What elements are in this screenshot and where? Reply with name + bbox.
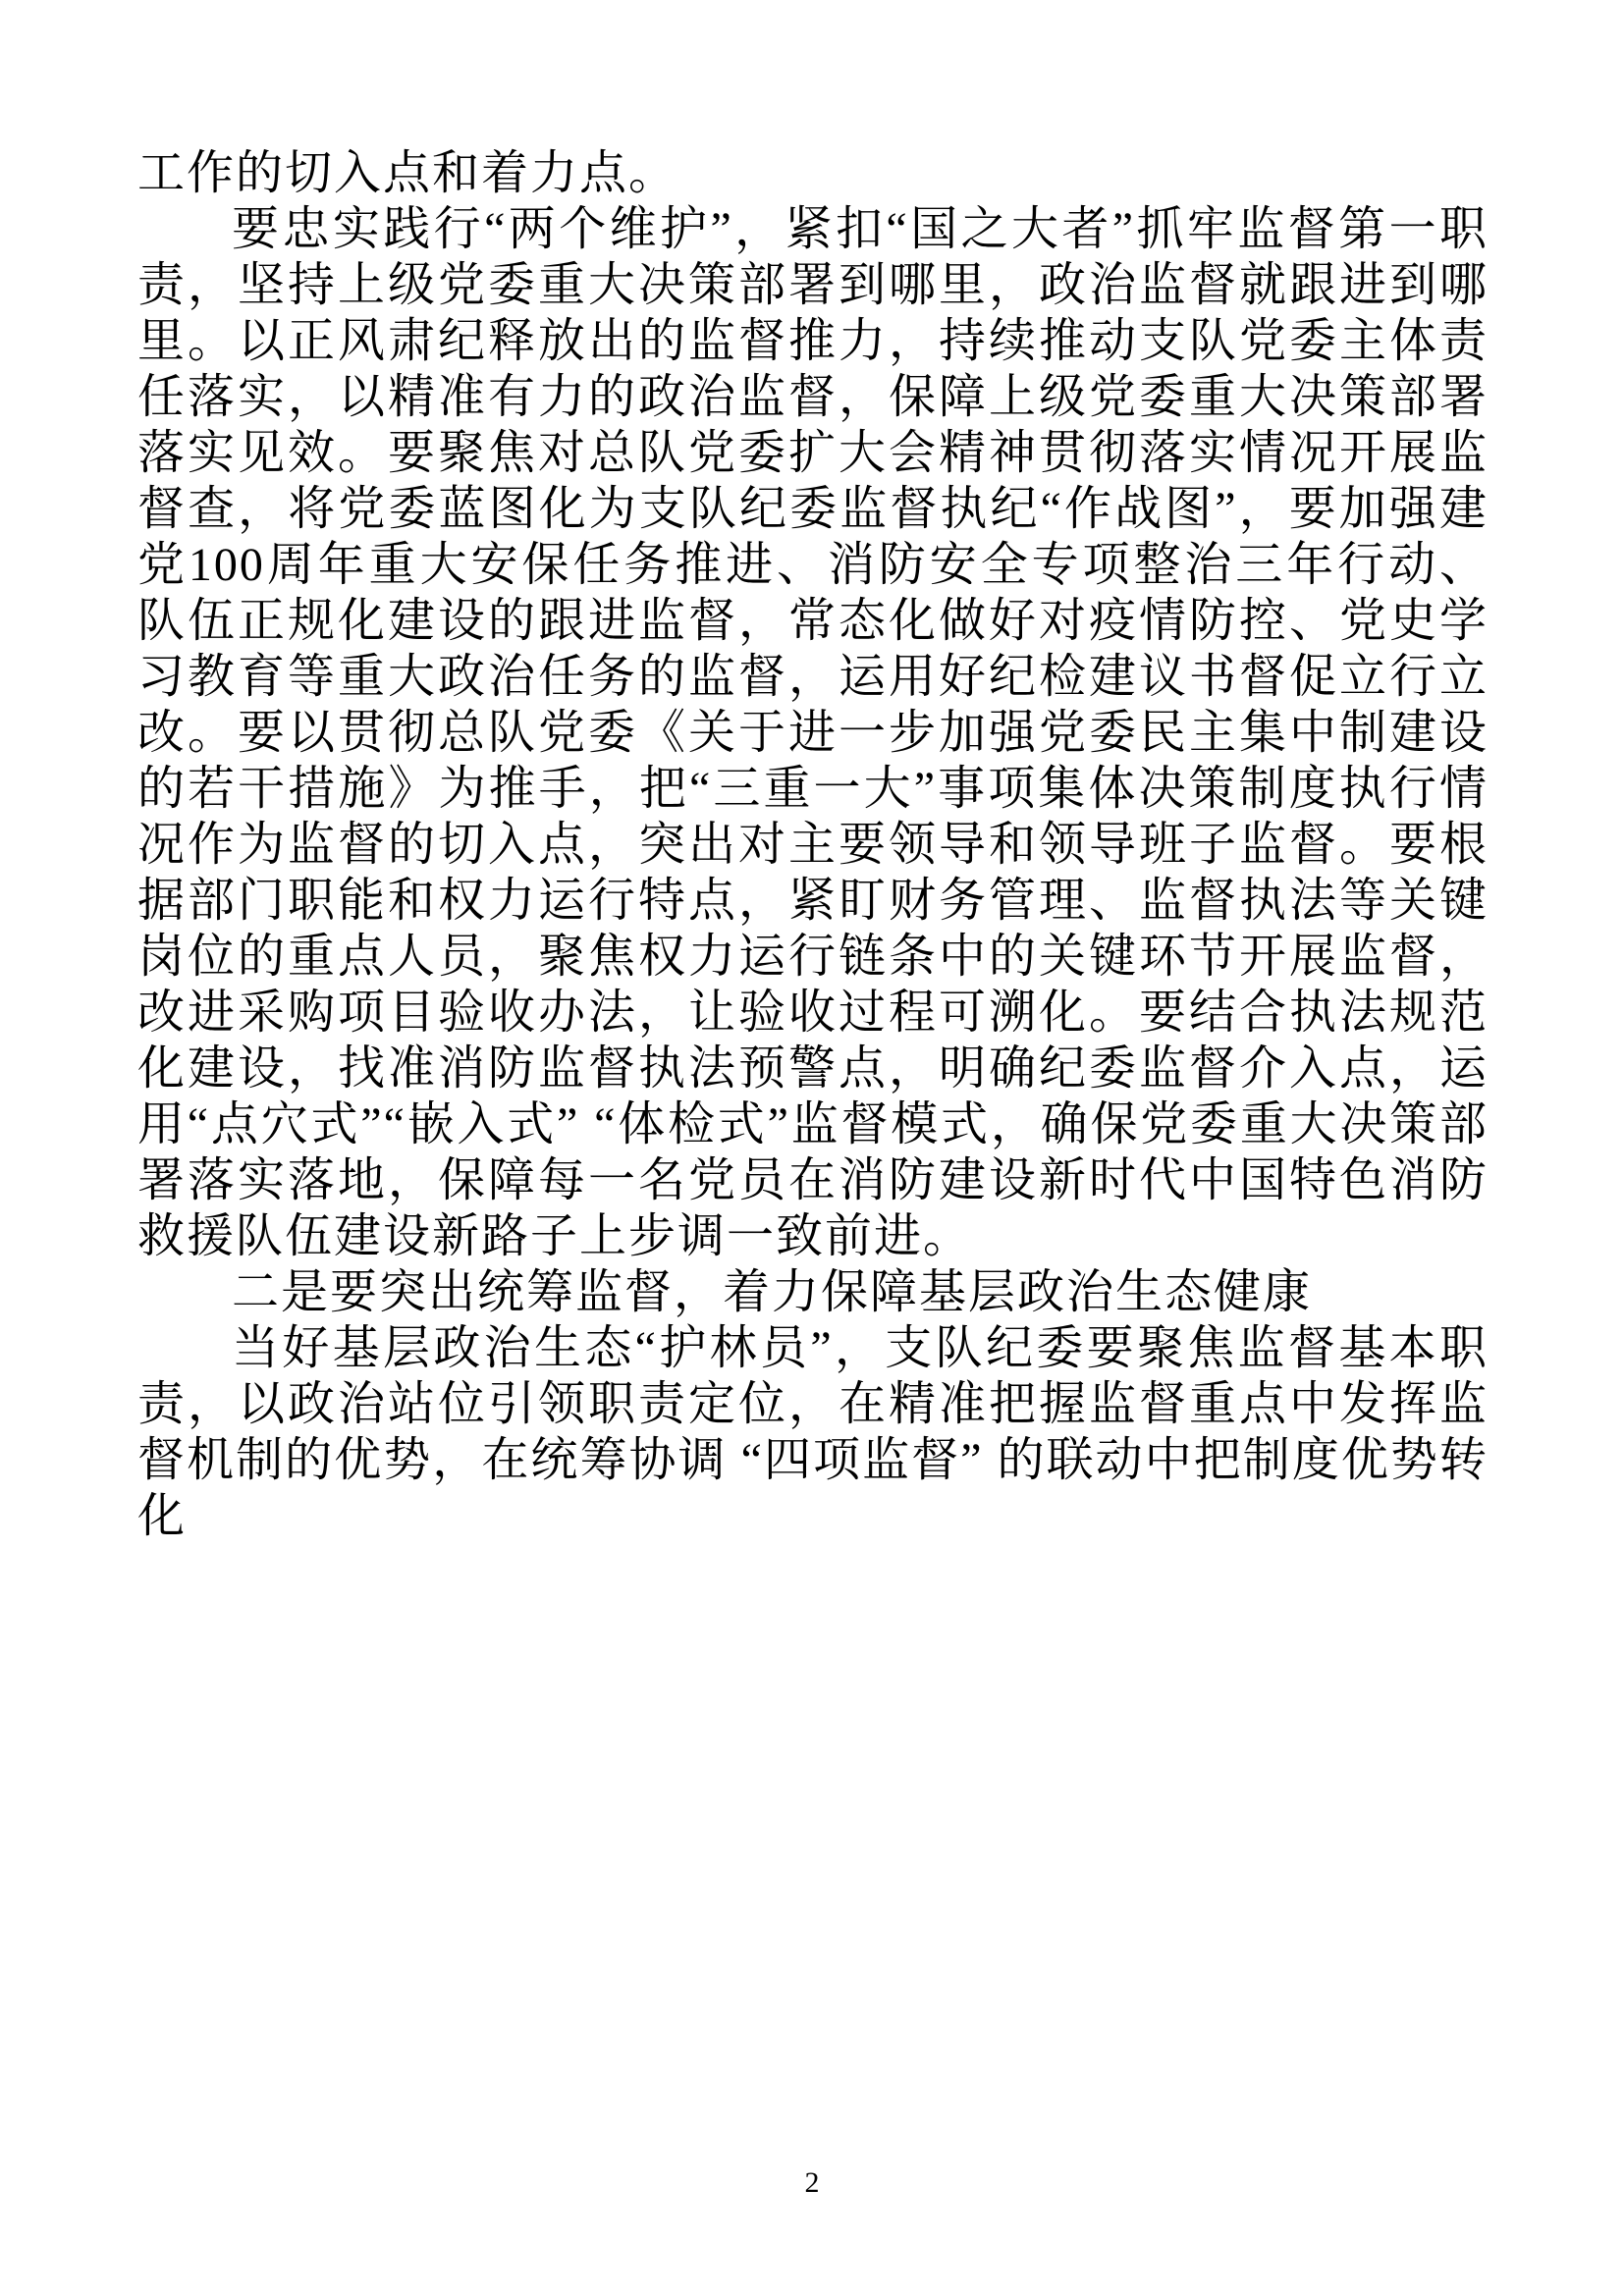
paragraph-section-heading: 二是要突出统筹监督，着力保障基层政治生态健康 — [232, 1266, 1313, 1318]
paragraph-grassroots-ecology: 当好基层政治生态“护林员”，支队纪委要聚焦监督基本职责，以政治站位引领职责定位，在精准把握监督重点中发挥监督机制的优势，在统筹协调 “四项监督” 的联动中把制度优势转化 — [137, 1322, 1489, 1542]
page-number: 2 — [804, 2166, 820, 2199]
paragraph-political-supervision: 要忠实践行“两个维护”，紧扣“国之大者”抓牢监督第一职责，坚持上级党委重大决策部署到哪里，政治监督就跟进到哪里。以正风肃纪释放出的监督推力，持续推动支队党委主体责任落实，以精准有力的政治监督，保障上级党委重大决策部署落实见效。要聚焦对总队党委扩大会精神贯彻落实情况开展监督查，将党委蓝图化为支队纪委监督执纪“作战图”，要加强建党100周年重大安保任务推进、消防安全专项整治三年行动、队伍正规化建设的跟进监督，常态化做好对疫情防控、党史学习教育等重大政治任务的监督，运用好纪检建议书督促立行立改。要以贯彻总队党委《关于进一步加强党委民主集中制建设的若干措施》为推手，把“三重一大”事项集体决策制度执行情况作为监督的切入点，突出对主要领导和领导班子监督。要根据部门职能和权力运行特点，紧盯财务管理、监督执法等关键岗位的重点人员，聚焦权力运行链条中的关键环节开展监督，改进采购项目验收办法，让验收过程可溯化。要结合执法规范化建设，找准消防监督执法预警点，明确纪委监督介入点，运用“点穴式”“嵌入式” “体检式”监督模式，确保党委重大决策部署落实落地，保障每一名党员在消防建设新时代中国特色消防救援队伍建设新路子上步调一致前进。 — [137, 203, 1489, 1262]
document-body — [137, 145, 1489, 1544]
paragraph-continuation: 工作的切入点和着力点。 — [137, 147, 678, 199]
